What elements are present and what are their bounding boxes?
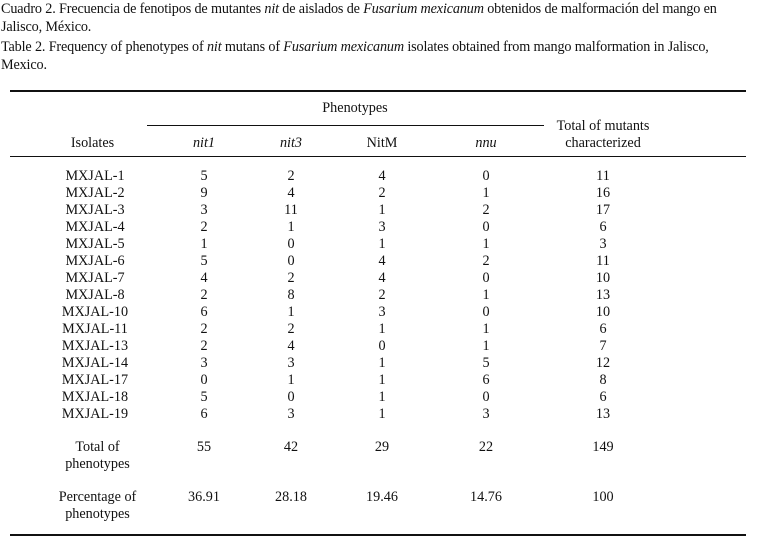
phenotype-count-cell: 0 — [482, 219, 490, 235]
phenotype-count-cell: 1 — [287, 219, 295, 235]
total-mutants-cell: 12 — [595, 355, 611, 371]
phenotype-count-cell: 0 — [482, 168, 490, 184]
total-mutants-cell: 13 — [595, 287, 611, 303]
totals-value-cell: 149 — [592, 439, 614, 455]
phenotype-count-cell: 4 — [200, 270, 208, 286]
phenotype-count-cell: 2 — [200, 219, 208, 235]
phenotype-count-cell: 2 — [378, 185, 386, 201]
phenotype-count-cell: 1 — [378, 321, 386, 337]
isolate-name-cell: MXJAL-8 — [65, 287, 125, 303]
total-mutants-cell: 10 — [595, 304, 611, 320]
total-mutants-cell: 13 — [595, 406, 611, 422]
phenotype-count-cell: 3 — [200, 355, 208, 371]
isolate-name-cell: MXJAL-5 — [65, 236, 125, 252]
phenotype-count-cell: 1 — [482, 321, 490, 337]
totals-value-cell: 55 — [196, 439, 212, 455]
phenotype-count-cell: 0 — [287, 236, 295, 252]
caption-es-part: Fusarium mexicanum — [363, 1, 484, 17]
caption-en-part: Fusarium mexicanum — [283, 39, 404, 55]
totals-row-label-line2: phenotypes — [65, 456, 130, 472]
isolates-header: Isolates — [70, 135, 115, 151]
phenotype-count-cell: 4 — [378, 253, 386, 269]
phenotype-count-cell: 2 — [482, 202, 490, 218]
phenotype-header-nitm: NitM — [366, 135, 398, 151]
percentage-value-cell: 19.46 — [366, 489, 398, 505]
phenotype-count-cell: 0 — [287, 389, 295, 405]
phenotype-count-cell: 3 — [287, 355, 295, 371]
table-bottom-rule — [10, 534, 746, 536]
phenotype-count-cell: 3 — [482, 406, 490, 422]
phenotype-count-cell: 1 — [200, 236, 208, 252]
total-mutants-cell: 16 — [595, 185, 611, 201]
phenotype-count-cell: 5 — [200, 253, 208, 269]
total-mutants-cell: 6 — [599, 219, 607, 235]
caption-es-part: obtenidos de malformación del mango en Jalisco, México. — [1, 1, 717, 35]
total-mutants-header-line2: characterized — [565, 135, 641, 151]
phenotypes-header: Phenotypes — [322, 100, 388, 116]
totals-value-cell: 29 — [374, 439, 390, 455]
phenotype-count-cell: 5 — [482, 355, 490, 371]
isolate-name-cell: MXJAL-13 — [61, 338, 129, 354]
phenotype-count-cell: 1 — [378, 406, 386, 422]
table-top-rule — [10, 90, 746, 92]
isolate-name-cell: MXJAL-7 — [65, 270, 125, 286]
phenotype-count-cell: 0 — [200, 372, 208, 388]
phenotype-count-cell: 1 — [482, 287, 490, 303]
isolate-name-cell: MXJAL-6 — [65, 253, 125, 269]
phenotype-count-cell: 4 — [287, 185, 295, 201]
caption-en-part: mutans of — [221, 39, 284, 55]
percentage-row-label — [40, 489, 155, 523]
phenotype-count-cell: 1 — [378, 236, 386, 252]
phenotype-count-cell: 1 — [482, 185, 490, 201]
total-mutants-cell: 8 — [599, 372, 607, 388]
isolate-name-cell: MXJAL-2 — [65, 185, 125, 201]
phenotype-count-cell: 0 — [482, 270, 490, 286]
phenotype-count-cell: 3 — [200, 202, 208, 218]
totals-value-cell: 42 — [283, 439, 299, 455]
phenotype-count-cell: 4 — [287, 338, 295, 354]
total-mutants-cell: 7 — [599, 338, 607, 354]
phenotype-count-cell: 0 — [482, 389, 490, 405]
caption-en-part: isolates obtained from mango malformation in Jalisco, Mexico. — [1, 39, 709, 73]
caption-spanish — [1, 0, 757, 36]
phenotype-count-cell: 1 — [378, 372, 386, 388]
phenotype-count-cell: 1 — [287, 304, 295, 320]
phenotype-count-cell: 0 — [378, 338, 386, 354]
phenotype-count-cell: 0 — [287, 253, 295, 269]
phenotypes-group-rule — [147, 125, 544, 126]
total-mutants-cell: 10 — [595, 270, 611, 286]
total-mutants-cell: 6 — [599, 389, 607, 405]
caption-english — [1, 38, 757, 74]
header-bottom-rule — [10, 156, 746, 157]
phenotype-count-cell: 1 — [378, 202, 386, 218]
phenotype-count-cell: 3 — [378, 219, 386, 235]
phenotype-count-cell: 2 — [287, 270, 295, 286]
phenotype-count-cell: 6 — [200, 304, 208, 320]
percentage-row-label-line2: phenotypes — [65, 506, 130, 522]
isolate-name-cell: MXJAL-11 — [62, 321, 128, 337]
percentage-value-cell: 36.91 — [188, 489, 220, 505]
isolate-name-cell: MXJAL-19 — [61, 406, 129, 422]
total-mutants-cell: 11 — [596, 168, 610, 184]
phenotype-count-cell: 4 — [378, 168, 386, 184]
caption-en-part: Table 2. Frequency of phenotypes of — [1, 39, 207, 55]
isolate-name-cell: MXJAL-17 — [61, 372, 129, 388]
phenotype-count-cell: 1 — [378, 389, 386, 405]
phenotype-count-cell: 2 — [200, 287, 208, 303]
phenotype-count-cell: 9 — [200, 185, 208, 201]
phenotype-count-cell: 8 — [287, 287, 295, 303]
phenotype-count-cell: 1 — [378, 355, 386, 371]
phenotype-count-cell: 4 — [378, 270, 386, 286]
percentage-row-label-line1: Percentage of — [58, 489, 137, 505]
total-mutants-cell: 11 — [596, 253, 610, 269]
phenotype-count-cell: 3 — [287, 406, 295, 422]
totals-value-cell: 22 — [478, 439, 494, 455]
caption-es-part: Cuadro 2. Frecuencia de fenotipos de mutantes — [1, 1, 265, 17]
isolate-name-cell: MXJAL-4 — [65, 219, 125, 235]
phenotype-count-cell: 5 — [200, 389, 208, 405]
phenotype-count-cell: 3 — [378, 304, 386, 320]
phenotype-count-cell: 2 — [200, 338, 208, 354]
percentage-value-cell: 14.76 — [470, 489, 502, 505]
total-mutants-header-line1: Total of mutants — [556, 118, 650, 134]
total-mutants-cell: 3 — [599, 236, 607, 252]
isolate-name-cell: MXJAL-18 — [61, 389, 129, 405]
phenotype-count-cell: 2 — [200, 321, 208, 337]
phenotype-count-cell: 1 — [482, 236, 490, 252]
phenotype-count-cell: 2 — [482, 253, 490, 269]
phenotype-header-nit1: nit1 — [192, 135, 216, 151]
phenotype-count-cell: 2 — [378, 287, 386, 303]
phenotype-count-cell: 5 — [200, 168, 208, 184]
phenotype-count-cell: 1 — [482, 338, 490, 354]
percentage-value-cell: 28.18 — [275, 489, 307, 505]
phenotype-count-cell: 6 — [200, 406, 208, 422]
isolate-name-cell: MXJAL-1 — [65, 168, 125, 184]
caption-es-part: nit — [264, 1, 279, 17]
isolate-name-cell: MXJAL-14 — [61, 355, 129, 371]
phenotype-count-cell: 1 — [287, 372, 295, 388]
caption-en-part: nit — [206, 39, 222, 55]
percentage-value-cell: 100 — [592, 489, 614, 505]
phenotype-count-cell: 0 — [482, 304, 490, 320]
phenotype-count-cell: 2 — [287, 321, 295, 337]
total-mutants-cell: 17 — [595, 202, 611, 218]
total-mutants-header — [538, 118, 668, 152]
totals-row-label-line1: Total of — [75, 439, 120, 455]
isolate-name-cell: MXJAL-10 — [61, 304, 129, 320]
phenotype-header-nnu: nnu — [475, 135, 497, 151]
isolate-name-cell: MXJAL-3 — [65, 202, 125, 218]
total-mutants-cell: 6 — [599, 321, 607, 337]
phenotype-count-cell: 6 — [482, 372, 490, 388]
phenotype-count-cell: 11 — [284, 202, 298, 218]
caption-es-part: de aislados de — [278, 1, 364, 17]
phenotype-count-cell: 2 — [287, 168, 295, 184]
totals-row-label — [40, 439, 155, 473]
phenotype-header-nit3: nit3 — [279, 135, 303, 151]
